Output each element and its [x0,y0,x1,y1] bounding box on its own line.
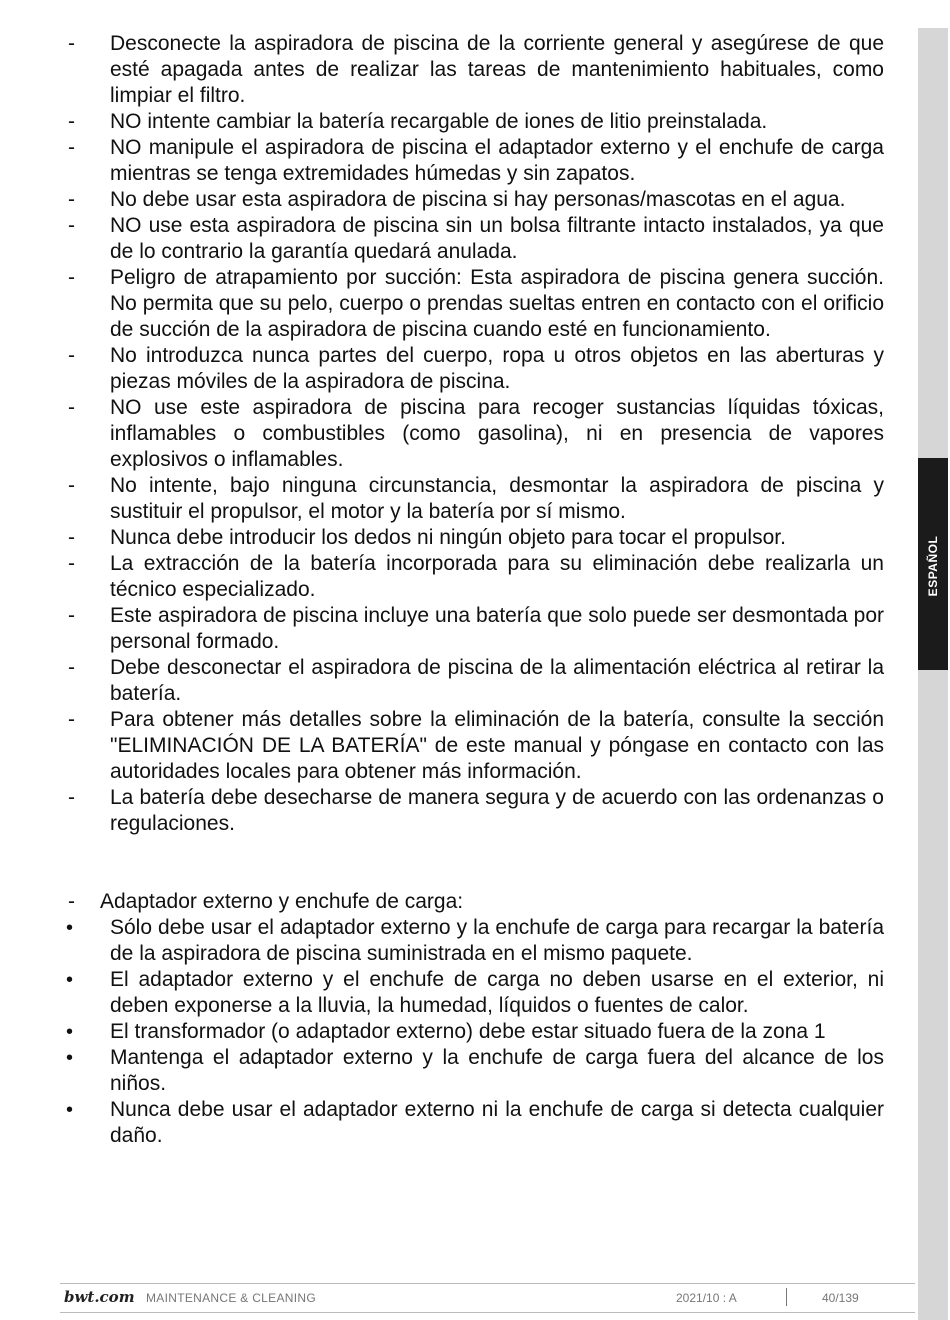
warning-item-marker: - [68,214,75,237]
warning-item-text: No introduzca nunca partes del cuerpo, ropa u otros objetos en las aberturas y piezas móviles de la aspiradora de piscina. [110,344,884,393]
warning-item-text: NO use este aspiradora de piscina para recoger sustancias líquidas tóxicas, inflamables o combustibles (como gasolina), ni en presencia de vapores explosivos o inflamables. [110,396,884,471]
warning-item [60,135,884,187]
adapter-item-marker: • [66,1047,74,1069]
warning-item-marker: - [68,474,75,497]
warning-item-text: Peligro de atrapamiento por succión: Esta aspiradora de piscina genera succión. No permita que su pelo, cuerpo o prendas sueltas entren en contacto con el orificio de succión de la aspiradora de piscina cuando esté en funcionamiento. [110,266,884,341]
adapter-item-marker: • [66,917,74,939]
language-tab-label: ESPAÑOL [926,535,940,597]
warning-item-marker: - [68,344,75,367]
adapter-bullet-list [60,915,884,1149]
adapter-section-heading [60,889,884,915]
warning-item-marker: - [68,708,75,731]
warning-item [60,109,884,135]
adapter-item-text: Sólo debe usar el adaptador externo y la enchufe de carga para recargar la batería de la aspiradora de piscina suministrada en el mismo paquete. [110,916,884,965]
warning-item [60,395,884,473]
warning-item-marker: - [68,110,75,133]
adapter-item-marker: • [66,969,74,991]
warning-item [60,213,884,265]
brand-logo: bwt.com [64,1288,135,1306]
warning-item-marker: - [68,786,75,809]
adapter-item-text: Nunca debe usar el adaptador externo ni la enchufe de carga si detecta cualquier daño. [110,1098,884,1147]
warning-item [60,551,884,603]
warning-item-text: Debe desconectar el aspiradora de piscina de la alimentación eléctrica al retirar la batería. [110,656,884,705]
heading-text: Adaptador externo y enchufe de carga: [100,890,464,913]
warning-item-marker: - [68,32,75,55]
footer-page-number: 40/139 [822,1291,859,1305]
warning-item [60,707,884,785]
warning-item-text: No debe usar esta aspiradora de piscina si hay personas/mascotas en el agua. [110,188,846,211]
warning-item [60,343,884,395]
warning-item-text: Nunca debe introducir los dedos ni ningún objeto para tocar el propulsor. [110,526,786,549]
warning-item [60,785,884,837]
warning-item-text: La extracción de la batería incorporada para su eliminación debe realizarla un técnico especializado. [110,552,884,601]
adapter-item [60,1045,884,1097]
warning-item-text: No intente, bajo ninguna circunstancia, desmontar la aspiradora de piscina y sustituir el propulsor, el motor y la batería por sí mismo. [110,474,884,523]
warning-item-marker: - [68,604,75,627]
side-tab-background [918,28,948,1320]
warning-item-marker: - [68,552,75,575]
warning-item-marker: - [68,188,75,211]
warning-item-text: NO intente cambiar la batería recargable de iones de litio preinstalada. [110,110,768,133]
warning-item-text: NO use esta aspiradora de piscina sin un bolsa filtrante intacto instalados, ya que de lo contrario la garantía quedará anulada. [110,214,884,263]
adapter-item [60,915,884,967]
warning-list [60,31,884,837]
warning-item-text: Para obtener más detalles sobre la eliminación de la batería, consulte la sección "ELIMINACIÓN DE LA BATERÍA" de este manual y póngase en contacto con las autoridades locales para obtener más información. [110,708,884,783]
adapter-item [60,1019,884,1045]
warning-item-marker: - [68,656,75,679]
warning-item [60,473,884,525]
adapter-item-marker: • [66,1021,74,1043]
warning-item-text: NO manipule el aspiradora de piscina el adaptador externo y el enchufe de carga mientras se tenga extremidades húmedas y sin zapatos. [110,136,884,185]
warning-item [60,525,884,551]
adapter-item [60,1097,884,1149]
warning-item [60,31,884,109]
heading-dash: - [68,890,75,913]
warning-item-marker: - [68,526,75,549]
footer-section-name: MAINTENANCE & CLEANING [146,1291,316,1305]
warning-item-text: La batería debe desecharse de manera segura y de acuerdo con las ordenanzas o regulaciones. [110,786,884,835]
warning-item-text: Este aspiradora de piscina incluye una batería que solo puede ser desmontada por personal formado. [110,604,884,653]
warning-item-marker: - [68,396,75,419]
warning-item [60,187,884,213]
adapter-item-marker: • [66,1099,74,1121]
adapter-item-text: El adaptador externo y el enchufe de carga no deben usarse en el exterior, ni deben exponerse a la lluvia, la humedad, líquidos o fuentes de calor. [110,968,884,1017]
warning-item [60,603,884,655]
warning-item-marker: - [68,136,75,159]
adapter-item-text: Mantenga el adaptador externo y la enchufe de carga fuera del alcance de los niños. [110,1046,884,1095]
warning-item [60,265,884,343]
warning-item [60,655,884,707]
page-content [60,31,884,1149]
adapter-item-text: El transformador (o adaptador externo) debe estar situado fuera de la zona 1 [110,1020,826,1043]
warning-item-marker: - [68,266,75,289]
footer-divider [786,1288,787,1306]
page-footer [60,1283,915,1313]
warning-item-text: Desconecte la aspiradora de piscina de la corriente general y asegúrese de que esté apagada antes de realizar las tareas de mantenimiento habituales, como limpiar el filtro. [110,32,884,107]
adapter-item [60,967,884,1019]
footer-revision: 2021/10 : A [676,1291,737,1305]
